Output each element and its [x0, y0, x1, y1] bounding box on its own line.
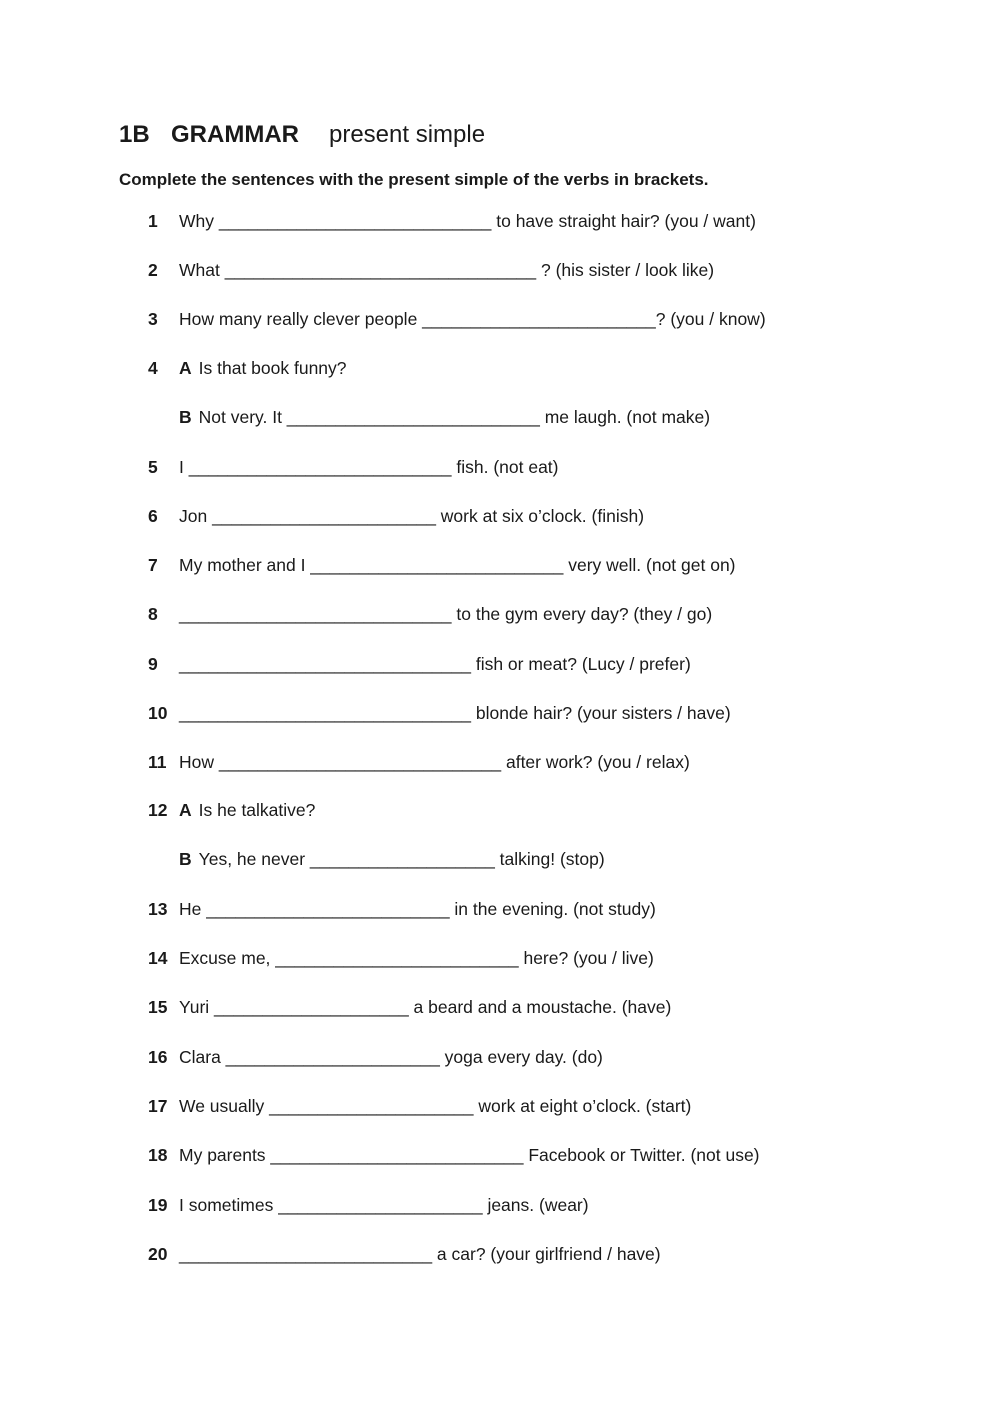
- item-sentence: How many really clever people ________________________? (you / know): [179, 309, 766, 329]
- item-sentence: What ________________________________ ? (his sister / look like): [179, 260, 715, 280]
- item-number: 17: [148, 1096, 168, 1116]
- item-number: 16: [148, 1047, 168, 1067]
- exercise-item: [148, 797, 315, 823]
- item-number: 11: [148, 752, 167, 772]
- item-sentence: Why ____________________________ to have straight hair? (you / want): [179, 211, 756, 231]
- item-sentence: I ___________________________ fish. (not eat): [179, 457, 559, 477]
- unit-code: 1B: [119, 121, 150, 148]
- exercise-item: [148, 257, 714, 283]
- item-sentence: I sometimes _____________________ jeans. (wear): [179, 1195, 589, 1215]
- exercise-item: [148, 945, 654, 971]
- exercise-item: [148, 1241, 661, 1267]
- section-label: GRAMMAR: [171, 121, 299, 148]
- item-sentence: ______________________________ fish or meat? (Lucy / prefer): [179, 654, 691, 674]
- instruction-text: Complete the sentences with the present simple of the verbs in brackets.: [119, 170, 709, 189]
- item-number: 19: [148, 1195, 168, 1215]
- item-number: 3: [148, 309, 158, 329]
- item-number: 7: [148, 555, 158, 575]
- exercise-item: [148, 651, 691, 677]
- item-number: 18: [148, 1145, 168, 1165]
- item-number: 2: [148, 260, 158, 280]
- exercise-item: [148, 454, 559, 480]
- item-sentence: Yes, he never ___________________ talking! (stop): [198, 849, 605, 869]
- exercise-item: [148, 503, 644, 529]
- item-sentence: My parents __________________________ Facebook or Twitter. (not use): [179, 1145, 760, 1165]
- speaker-label: B: [179, 849, 192, 869]
- exercise-item: [148, 601, 712, 627]
- exercise-item: [148, 355, 347, 381]
- item-sentence: We usually _____________________ work at eight o’clock. (start): [179, 1096, 692, 1116]
- item-sentence: __________________________ a car? (your girlfriend / have): [179, 1244, 661, 1264]
- item-number: 10: [148, 703, 168, 723]
- item-number: 20: [148, 1244, 168, 1264]
- exercise-item: [148, 306, 766, 332]
- exercise-item: [148, 846, 605, 872]
- item-number: 14: [148, 948, 168, 968]
- item-number: 9: [148, 654, 158, 674]
- exercise-item: [148, 1044, 603, 1070]
- item-sentence: My mother and I __________________________ very well. (not get on): [179, 555, 736, 575]
- item-sentence: Excuse me, _________________________ here? (you / live): [179, 948, 654, 968]
- topic-label: present simple: [328, 121, 486, 148]
- exercise-item: [148, 404, 710, 430]
- item-sentence: Is he talkative?: [198, 800, 316, 820]
- exercise-item: [148, 1142, 760, 1168]
- exercise-item: [148, 1192, 589, 1218]
- speaker-label: A: [179, 800, 192, 820]
- item-number: 5: [148, 457, 158, 477]
- item-sentence: Not very. It __________________________ me laugh. (not make): [198, 407, 711, 427]
- item-number: 13: [148, 899, 168, 919]
- item-number: 15: [148, 997, 168, 1017]
- exercise-item: [148, 552, 736, 578]
- item-sentence: Is that book funny?: [198, 358, 347, 378]
- exercise-item: [148, 208, 756, 234]
- item-sentence: Jon _______________________ work at six o’clock. (finish): [179, 506, 645, 526]
- exercise-item: [148, 749, 690, 775]
- item-number: 4: [148, 358, 158, 378]
- item-sentence: ______________________________ blonde hair? (your sisters / have): [179, 703, 731, 723]
- exercise-item: [148, 1093, 691, 1119]
- item-sentence: ____________________________ to the gym every day? (they / go): [179, 604, 713, 624]
- item-number: 8: [148, 604, 158, 624]
- exercise-item: [148, 994, 671, 1020]
- exercise-item: [148, 896, 656, 922]
- exercise-item: [148, 700, 731, 726]
- item-sentence: He _________________________ in the evening. (not study): [179, 899, 656, 919]
- speaker-label: B: [179, 407, 192, 427]
- item-sentence: Clara ______________________ yoga every day. (do): [179, 1047, 603, 1067]
- item-sentence: Yuri ____________________ a beard and a moustache. (have): [179, 997, 672, 1017]
- item-number: 1: [148, 211, 158, 231]
- item-number: 12: [148, 800, 168, 820]
- item-sentence: How _____________________________ after work? (you / relax): [179, 752, 690, 772]
- speaker-label: A: [179, 358, 192, 378]
- page-title: [119, 119, 485, 151]
- item-number: 6: [148, 506, 158, 526]
